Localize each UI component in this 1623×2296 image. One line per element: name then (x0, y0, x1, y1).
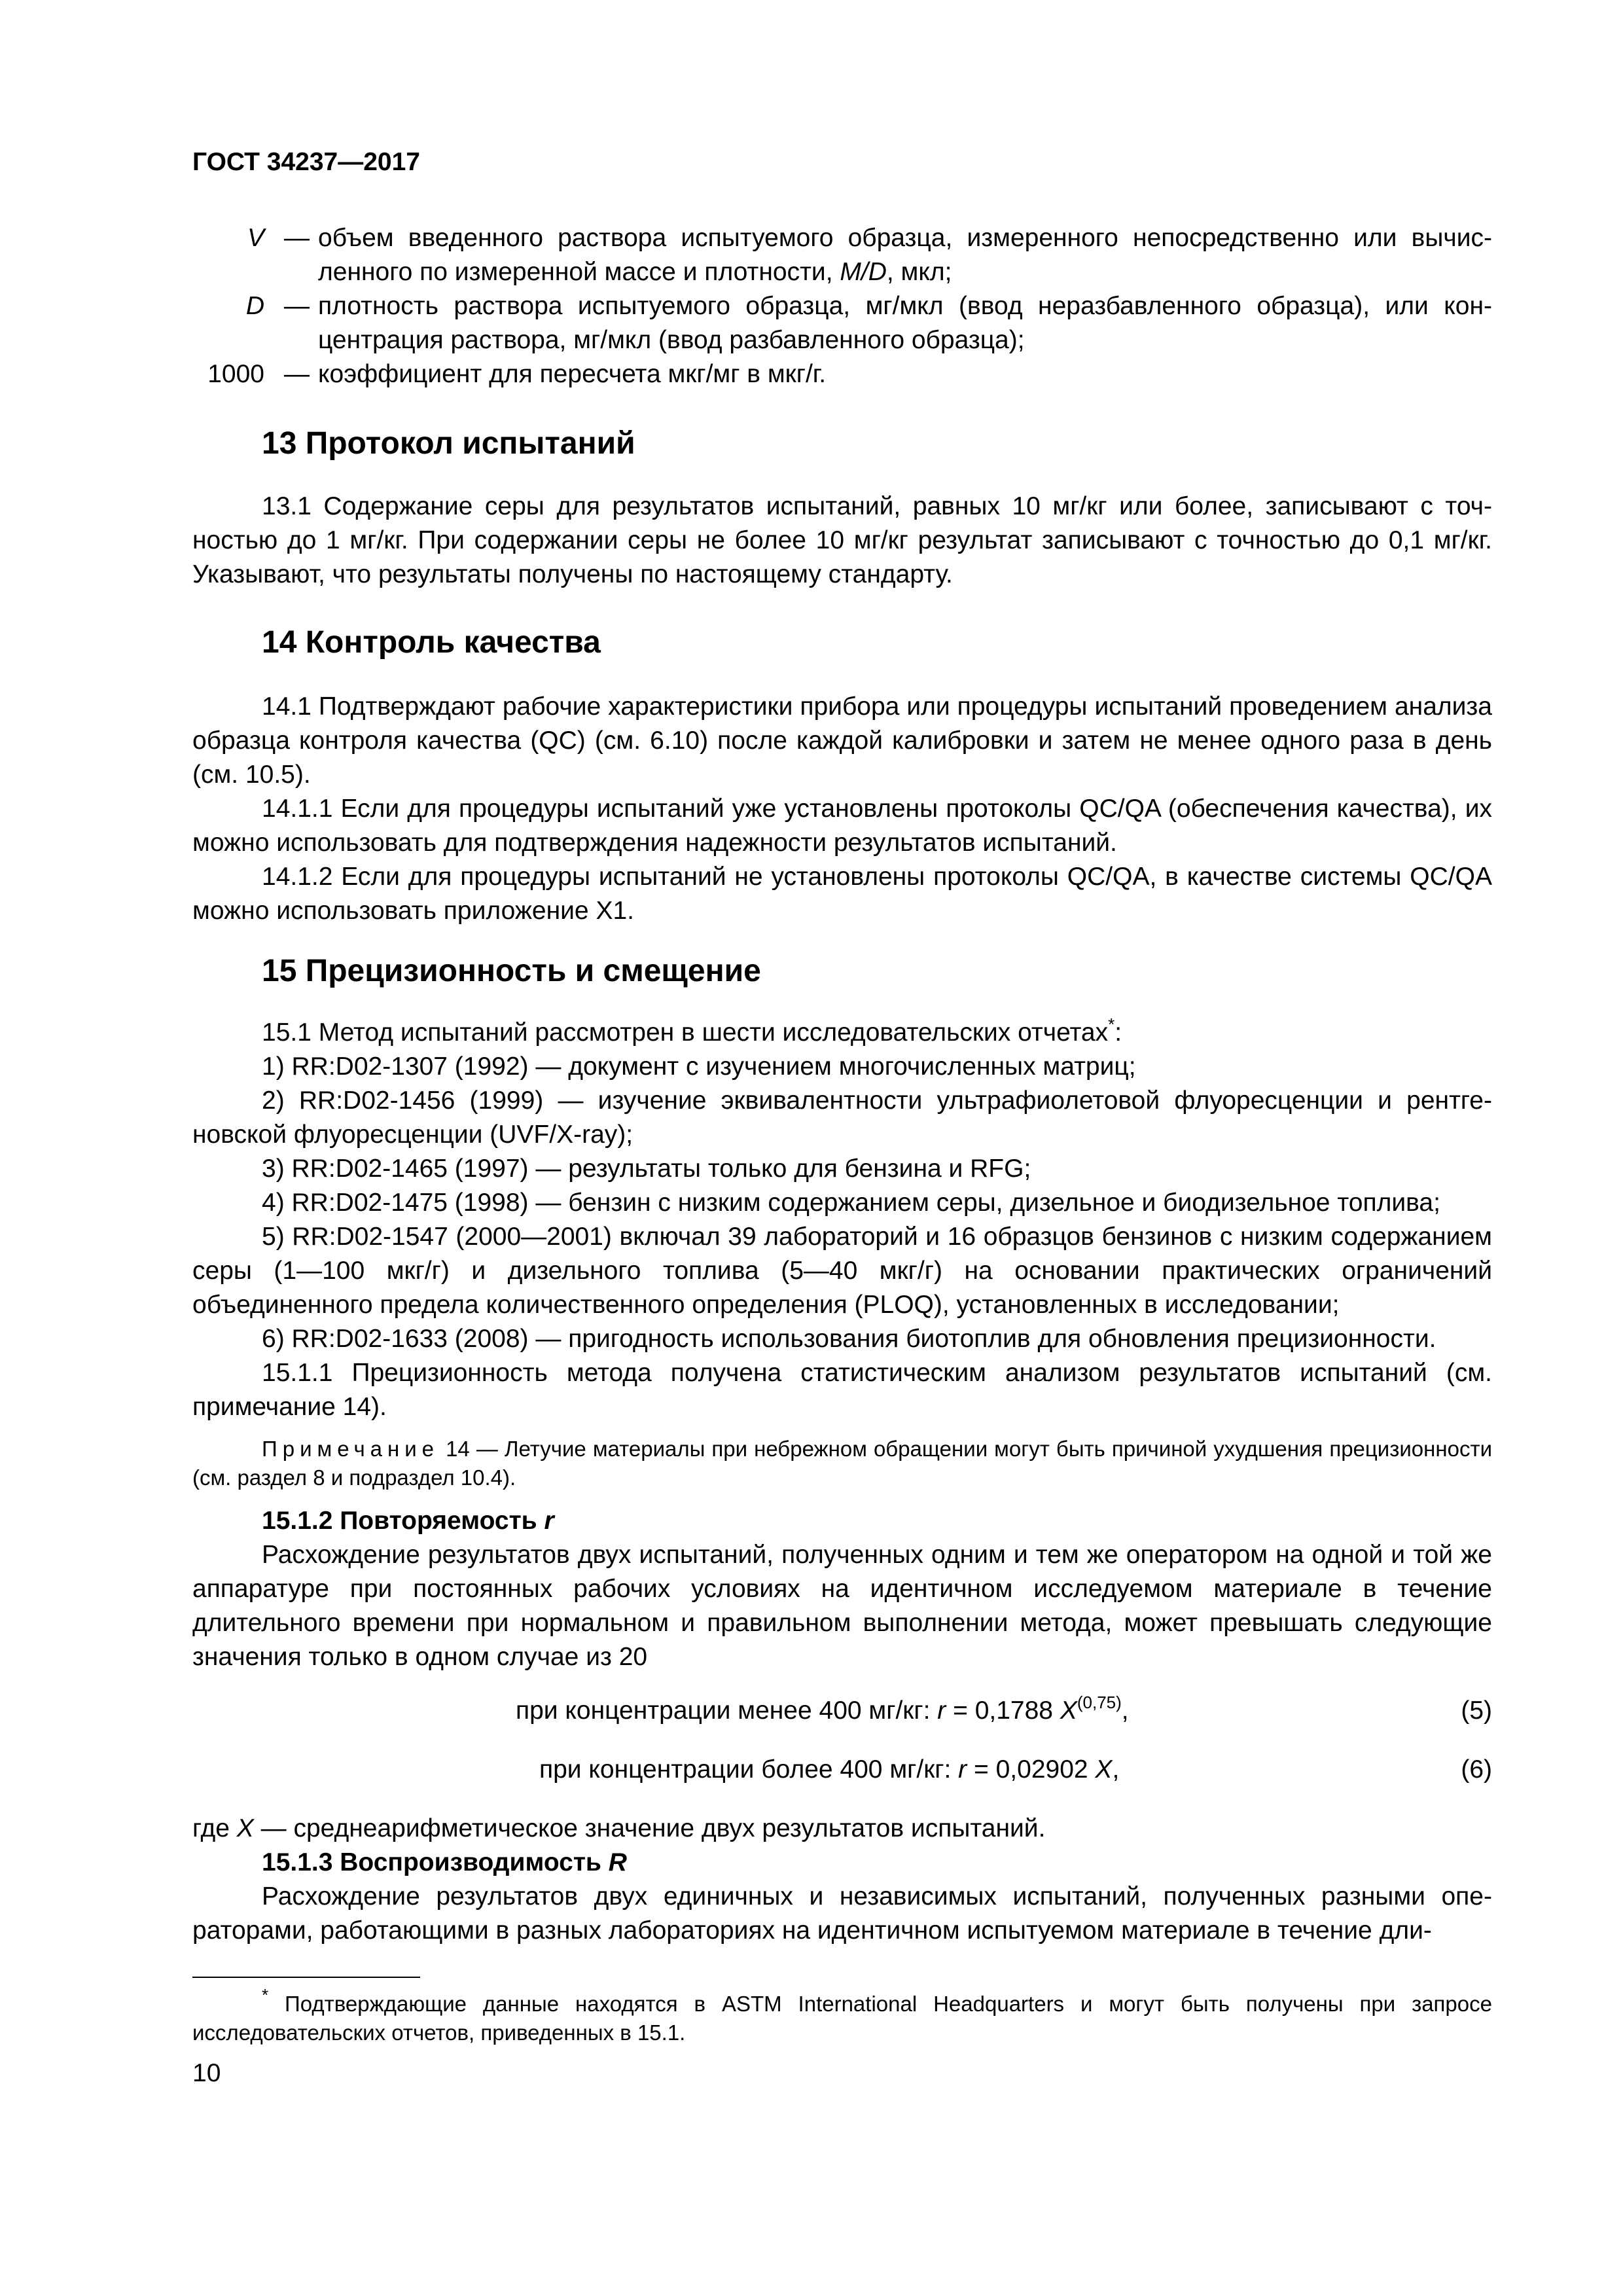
footnote: * Подтверждающие данные находятся в ASTM International Headquarters и могут быть получены при запросе исследовательских отчетов, приведенных в 15.1. (192, 1985, 1492, 2045)
section-13 (192, 424, 1492, 592)
section-14 (192, 623, 1492, 928)
section-title: 13 Протокол испытаний (262, 426, 635, 461)
list-item: 3) RR:D02-1465 (1997) — результаты только для бензина и RFG; (262, 1155, 1031, 1183)
formula-number: (5) (1461, 1696, 1492, 1725)
where-clause: где X — среднеарифметическое значение двух результатов испытаний. (192, 1814, 1046, 1842)
page-number: 10 (192, 2059, 221, 2087)
formula-text: при концентрации более 400 мг/кг: r = 0,02902 X, (539, 1755, 1120, 1784)
formula-5 (192, 1694, 1492, 1753)
paragraph: Расхождение результатов двух испытаний, полученных одним и тем же оператором на одной и той же аппаратуре при постоянных рабочих условиях на идентичном исследуемом материале в течение длительного времени при нормальном и правильном выполнении метода, может превышать следующие значения только в одном случае из 20 (192, 1541, 1492, 1671)
section-15 (192, 952, 1492, 1948)
paragraph: 15.1.1 Прецизионность метода получена статистическим анализом результатов испытаний (см. примечание 14). (192, 1359, 1492, 1421)
formula-6 (192, 1753, 1492, 1812)
list-item: 1) RR:D02-1307 (1992) — документ с изучением многочисленных матриц; (262, 1052, 1136, 1081)
document-header: ГОСТ 34237—2017 (192, 148, 420, 176)
definition-item (192, 357, 1492, 391)
note: Примечание 14 — Летучие материалы при небрежном обращении могут быть причиной ухудшения прецизионности (см. раздел 8 и подраздел 10.4). (192, 1437, 1492, 1490)
paragraph: 14.1.1 Если для процедуры испытаний уже установлены протоколы QC/QA (обеспечения качества), их можно использовать для подтверждения надежности результатов испытаний. (192, 795, 1492, 857)
section-title: 15 Прецизионность и смещение (262, 954, 761, 988)
section-title: 14 Контроль качества (262, 625, 601, 660)
footnote-divider (192, 1977, 420, 1978)
paragraph: Расхождение результатов двух единичных и независимых испытаний, полученных разными операторами, работающими в разных лабораториях на идентичном испытуемом материале в течение дли- (192, 1882, 1492, 1945)
list-item: 4) RR:D02-1475 (1998) — бензин с низким содержанием серы, дизельное и биодизельное топлива; (262, 1189, 1440, 1217)
definition-symbol: 1000 (207, 360, 264, 388)
definition-text: плотность раствора испытуемого образца, мг/мкл (ввод неразбавленного образца), или концентрация раствора, мг/мкл (ввод разбавленного образца); (318, 292, 1492, 354)
list-item: 2) RR:D02-1456 (1999) — изучение эквивалентности ультрафиолетовой флуоресценции и рентгеновской флуоресценции (UVF/X-ray); (192, 1086, 1492, 1149)
paragraph: 14.1 Подтверждают рабочие характеристики прибора или процедуры испытаний проведением анализа образца контроля качества (QC) (см. 6.10) после каждой калибровки и затем не менее одного раза в день (см. 10.5). (192, 692, 1492, 789)
definition-item (192, 289, 1492, 357)
formula-number: (6) (1461, 1755, 1492, 1784)
list-item: 6) RR:D02-1633 (2008) — пригодность использования биотоплив для обновления прецизионности. (262, 1325, 1436, 1353)
paragraph: 15.1 Метод испытаний рассмотрен в шести исследовательских отчетах*: (262, 1014, 1122, 1047)
footnote-marker: * (262, 1985, 269, 2005)
definition-dash: — (284, 360, 310, 388)
definition-text: коэффициент для пересчета мкг/мг в мкг/г. (318, 360, 827, 388)
definitions-list (192, 221, 1492, 391)
definition-dash: — (284, 292, 310, 320)
subsection-title: 15.1.2 Повторяемость r (262, 1507, 554, 1535)
list-item: 5) RR:D02-1547 (2000—2001) включал 39 лабораторий и 16 образцов бензинов с низким содержанием серы (1—100 мкг/г) и дизельного топлива (5—40 мкг/г) на основании практических ограничений объединенного предела количественного определения (PLOQ), установленных в исследовании; (192, 1223, 1492, 1319)
paragraph: 14.1.2 Если для процедуры испытаний не установлены протоколы QC/QA, в качестве системы QC/QA можно использовать приложение Х1. (192, 863, 1492, 925)
definition-symbol: V (247, 224, 264, 252)
formula-text: при концентрации менее 400 мг/кг: r = 0,1788 X$^{(0,75)}$, (516, 1693, 1129, 1725)
definition-dash: — (284, 224, 310, 252)
subsection-title: 15.1.3 Воспроизводимость R (262, 1848, 627, 1876)
footnote-marker: * (1108, 1014, 1115, 1034)
definition-symbol: D (245, 292, 264, 320)
note-label: Примечание (262, 1437, 440, 1461)
paragraph: 13.1 Содержание серы для результатов испытаний, равных 10 мг/кг или более, записывают с точностью до 1 мг/кг. При содержании серы не более 10 мг/кг результат записывают с точностью до 0,1 мг/кг. Указывают, что результаты получены по настоящему стандарту. (192, 492, 1492, 588)
definition-text: объем введенного раствора испытуемого образца, измеренного непосредственно или вычисленного по измеренной массе и плотности, M/D, мкл; (318, 224, 1492, 286)
definition-item (192, 221, 1492, 289)
